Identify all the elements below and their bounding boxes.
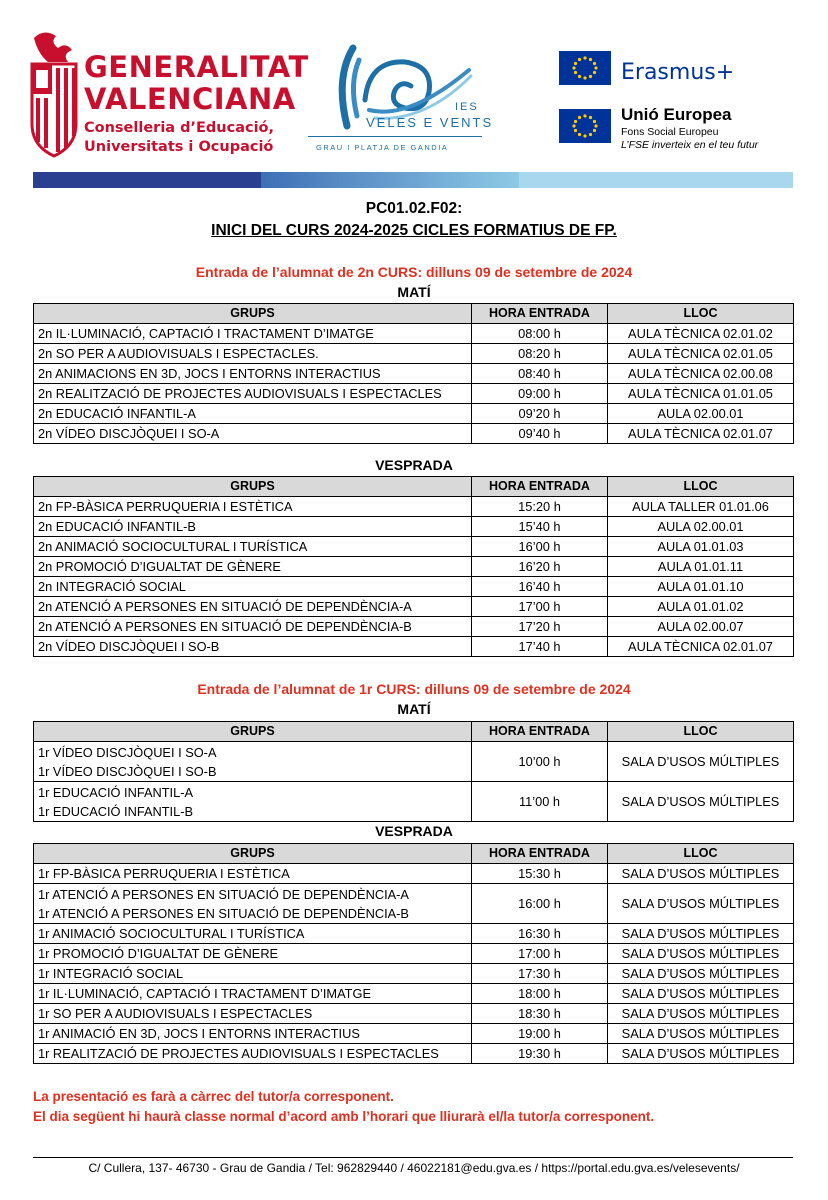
- ies-divider: [308, 136, 482, 137]
- ies-label: IES: [455, 101, 479, 113]
- table-row: [34, 637, 794, 657]
- table-header-row: [34, 477, 794, 497]
- note-next-day: El dia següent hi haurà classe normal d’acord amb l’horari que lliurarà el/la tutor/a corresponent.: [33, 1109, 655, 1124]
- table-row: [34, 964, 794, 984]
- note-presentation: La presentació es farà a càrrec del tutor/a corresponent.: [33, 1089, 394, 1104]
- group-cell: [34, 742, 472, 782]
- group-cell: 1r ANIMACIÓ EN 3D, JOCS I ENTORNS INTERACTIUS: [34, 1024, 472, 1044]
- gv-conselleria-line1: Conselleria d’Educació,: [84, 120, 275, 136]
- second-year-afternoon-table: [33, 476, 794, 657]
- group-line: 1r EDUCACIÓ INFANTIL-A: [38, 784, 194, 800]
- group-cell: 2n VÍDEO DISCJÒQUEI I SO-B: [34, 637, 472, 657]
- hour-cell: 19:30 h: [472, 1044, 608, 1064]
- table-header-row: [34, 844, 794, 864]
- table-row: [34, 1004, 794, 1024]
- place-cell: AULA 02.00.01: [608, 404, 794, 424]
- table-row: [34, 864, 794, 884]
- hour-cell: 15:20 h: [472, 497, 608, 517]
- place-cell: SALA D’USOS MÚLTIPLES: [608, 782, 794, 822]
- place-cell: SALA D’USOS MÚLTIPLES: [608, 742, 794, 782]
- place-cell: SALA D’USOS MÚLTIPLES: [608, 924, 794, 944]
- hour-cell: 18:00 h: [472, 984, 608, 1004]
- group-cell: 1r FP-BÀSICA PERRUQUERIA I ESTÈTICA: [34, 864, 472, 884]
- group-cell: 2n SO PER A AUDIOVISUALS I ESPECTACLES.: [34, 344, 472, 364]
- table-row: [34, 384, 794, 404]
- group-line: 1r VÍDEO DISCJÒQUEI I SO-B: [38, 763, 217, 779]
- ies-name: VELES E VENTS: [366, 115, 494, 130]
- col-groups: GRUPS: [34, 477, 472, 497]
- col-place: LLOC: [608, 304, 794, 324]
- second-year-morning-label: MATÍ: [397, 284, 431, 300]
- place-cell: AULA 02.00.01: [608, 517, 794, 537]
- ies-location: GRAU I PLATJA DE GANDIA: [316, 143, 449, 152]
- group-cell: 2n EDUCACIÓ INFANTIL-B: [34, 517, 472, 537]
- eu-stars-icon: [559, 109, 611, 143]
- hour-cell: 16’40 h: [472, 577, 608, 597]
- hour-cell: 16:00 h: [472, 884, 608, 924]
- hour-cell: 16’20 h: [472, 557, 608, 577]
- place-cell: AULA 01.01.11: [608, 557, 794, 577]
- group-cell: 2n ATENCIÓ A PERSONES EN SITUACIÓ DE DEPENDÈNCIA-A: [34, 597, 472, 617]
- table-row: [34, 984, 794, 1004]
- footer-divider: [33, 1157, 793, 1158]
- first-year-morning-label: MATÍ: [397, 701, 431, 717]
- group-cell: 2n REALITZACIÓ DE PROJECTES AUDIOVISUALS I ESPECTACLES: [34, 384, 472, 404]
- hour-cell: 15’40 h: [472, 517, 608, 537]
- table-row: [34, 577, 794, 597]
- group-cell: 2n ANIMACIONS EN 3D, JOCS I ENTORNS INTERACTIUS: [34, 364, 472, 384]
- col-place: LLOC: [608, 844, 794, 864]
- header-band-light: [519, 172, 793, 188]
- gv-title-line1: GENERALITAT: [84, 50, 309, 84]
- hour-cell: 08:20 h: [472, 344, 608, 364]
- second-year-afternoon-label: VESPRADA: [375, 457, 453, 473]
- col-groups: GRUPS: [34, 304, 472, 324]
- group-cell: 1r PROMOCIÓ D’IGUALTAT DE GÈNERE: [34, 944, 472, 964]
- erasmus-label: Erasmus+: [621, 60, 735, 85]
- group-cell: 1r IL·LUMINACIÓ, CAPTACIÓ I TRACTAMENT D’IMATGE: [34, 984, 472, 1004]
- header-band-dark: [33, 172, 261, 188]
- place-cell: SALA D’USOS MÚLTIPLES: [608, 984, 794, 1004]
- group-cell: 2n PROMOCIÓ D’IGUALTAT DE GÈNERE: [34, 557, 472, 577]
- table-header-row: [34, 722, 794, 742]
- hour-cell: 09’20 h: [472, 404, 608, 424]
- table-row: [34, 404, 794, 424]
- hour-cell: 08:00 h: [472, 324, 608, 344]
- place-cell: SALA D’USOS MÚLTIPLES: [608, 1004, 794, 1024]
- hour-cell: 17:00 h: [472, 944, 608, 964]
- ue-fund: Fons Social Europeu: [621, 126, 719, 138]
- group-line: 1r EDUCACIÓ INFANTIL-B: [38, 803, 194, 819]
- hour-cell: 15:30 h: [472, 864, 608, 884]
- col-place: LLOC: [608, 722, 794, 742]
- first-year-afternoon-table: [33, 843, 794, 1064]
- col-hour: HORA ENTRADA: [472, 304, 608, 324]
- place-cell: AULA TALLER 01.01.06: [608, 497, 794, 517]
- table-row: [34, 324, 794, 344]
- table-row: [34, 944, 794, 964]
- hour-cell: 16:30 h: [472, 924, 608, 944]
- group-cell: [34, 884, 472, 924]
- table-row: [34, 782, 794, 822]
- place-cell: AULA TÈCNICA 02.01.05: [608, 344, 794, 364]
- second-year-heading: Entrada de l’alumnat de 2n CURS: dilluns 09 de setembre de 2024: [195, 264, 633, 280]
- group-line: 1r ATENCIÓ A PERSONES EN SITUACIÓ DE DEPENDÈNCIA-A: [38, 886, 409, 902]
- group-cell: 2n VÍDEO DISCJÒQUEI I SO-A: [34, 424, 472, 444]
- first-year-heading: Entrada de l’alumnat de 1r CURS: dilluns 09 de setembre de 2024: [197, 681, 631, 697]
- col-groups: GRUPS: [34, 844, 472, 864]
- gv-shield-icon: [26, 28, 82, 160]
- hour-cell: 11’00 h: [472, 782, 608, 822]
- table-row: [34, 617, 794, 637]
- group-cell: 1r SO PER A AUDIOVISUALS I ESPECTACLES: [34, 1004, 472, 1024]
- hour-cell: 09’40 h: [472, 424, 608, 444]
- group-cell: 2n FP-BÀSICA PERRUQUERIA I ESTÈTICA: [34, 497, 472, 517]
- group-cell: 1r REALITZACIÓ DE PROJECTES AUDIOVISUALS I ESPECTACLES: [34, 1044, 472, 1064]
- ue-title: Unió Europea: [621, 105, 732, 124]
- hour-cell: 18:30 h: [472, 1004, 608, 1024]
- table-row: [34, 924, 794, 944]
- group-cell: 1r INTEGRACIÓ SOCIAL: [34, 964, 472, 984]
- gv-logo: [26, 28, 82, 160]
- doc-code: PC01.02.F02:: [365, 200, 463, 217]
- group-cell: 2n IL·LUMINACIÓ, CAPTACIÓ I TRACTAMENT D’IMATGE: [34, 324, 472, 344]
- second-year-morning-table: [33, 303, 794, 444]
- first-year-morning-table: [33, 721, 794, 822]
- hour-cell: 09:00 h: [472, 384, 608, 404]
- first-year-afternoon-label: VESPRADA: [375, 823, 453, 839]
- table-row: [34, 364, 794, 384]
- group-cell: 2n ANIMACIÓ SOCIOCULTURAL I TURÍSTICA: [34, 537, 472, 557]
- group-cell: 2n ATENCIÓ A PERSONES EN SITUACIÓ DE DEPENDÈNCIA-B: [34, 617, 472, 637]
- group-line: 1r ATENCIÓ A PERSONES EN SITUACIÓ DE DEPENDÈNCIA-B: [38, 905, 409, 921]
- hour-cell: 17:30 h: [472, 964, 608, 984]
- table-row: [34, 1044, 794, 1064]
- place-cell: AULA TÈCNICA 02.01.07: [608, 424, 794, 444]
- table-row: [34, 884, 794, 924]
- hour-cell: 19:00 h: [472, 1024, 608, 1044]
- place-cell: AULA TÈCNICA 01.01.05: [608, 384, 794, 404]
- eu-flag-fse-icon: [559, 109, 611, 143]
- col-hour: HORA ENTRADA: [472, 844, 608, 864]
- hour-cell: 17’00 h: [472, 597, 608, 617]
- footer-contact: C/ Cullera, 137- 46730 - Grau de Gandia / Tel: 962829440 / 46022181@edu.gva.es / https://portal.edu.gva.es/velesevents/: [88, 1161, 740, 1175]
- table-row: [34, 597, 794, 617]
- group-cell: 1r ANIMACIÓ SOCIOCULTURAL I TURÍSTICA: [34, 924, 472, 944]
- table-row: [34, 537, 794, 557]
- place-cell: AULA 02.00.07: [608, 617, 794, 637]
- table-row: [34, 497, 794, 517]
- wave-sail-icon: [305, 40, 485, 150]
- hour-cell: 17’20 h: [472, 617, 608, 637]
- hour-cell: 16’00 h: [472, 537, 608, 557]
- place-cell: AULA 01.01.02: [608, 597, 794, 617]
- col-place: LLOC: [608, 477, 794, 497]
- table-row: [34, 557, 794, 577]
- eu-flag-erasmus-icon: [559, 51, 611, 85]
- place-cell: SALA D’USOS MÚLTIPLES: [608, 944, 794, 964]
- place-cell: SALA D’USOS MÚLTIPLES: [608, 864, 794, 884]
- place-cell: AULA TÈCNICA 02.01.07: [608, 637, 794, 657]
- col-hour: HORA ENTRADA: [472, 477, 608, 497]
- place-cell: AULA 01.01.03: [608, 537, 794, 557]
- table-row: [34, 1024, 794, 1044]
- doc-title: INICI DEL CURS 2024-2025 CICLES FORMATIUS DE FP.: [211, 222, 617, 239]
- table-row: [34, 742, 794, 782]
- gv-title-line2: VALENCIANA: [84, 82, 296, 116]
- table-header-row: [34, 304, 794, 324]
- place-cell: SALA D’USOS MÚLTIPLES: [608, 964, 794, 984]
- hour-cell: 17’40 h: [472, 637, 608, 657]
- place-cell: AULA 01.01.10: [608, 577, 794, 597]
- place-cell: SALA D’USOS MÚLTIPLES: [608, 1024, 794, 1044]
- place-cell: SALA D’USOS MÚLTIPLES: [608, 884, 794, 924]
- col-hour: HORA ENTRADA: [472, 722, 608, 742]
- place-cell: SALA D’USOS MÚLTIPLES: [608, 1044, 794, 1064]
- ies-logo: [305, 40, 485, 160]
- group-cell: 2n INTEGRACIÓ SOCIAL: [34, 577, 472, 597]
- group-line: 1r VÍDEO DISCJÒQUEI I SO-A: [38, 744, 217, 760]
- hour-cell: 08:40 h: [472, 364, 608, 384]
- col-groups: GRUPS: [34, 722, 472, 742]
- gv-conselleria-line2: Universitats i Ocupació: [84, 139, 274, 155]
- eu-stars-icon: [559, 51, 611, 85]
- group-cell: 2n EDUCACIÓ INFANTIL-A: [34, 404, 472, 424]
- table-row: [34, 344, 794, 364]
- group-cell: [34, 782, 472, 822]
- place-cell: AULA TÈCNICA 02.01.02: [608, 324, 794, 344]
- table-row: [34, 517, 794, 537]
- table-row: [34, 424, 794, 444]
- place-cell: AULA TÈCNICA 02.00.08: [608, 364, 794, 384]
- ue-slogan: L’FSE inverteix en el teu futur: [621, 139, 759, 151]
- header-band-mid: [261, 172, 519, 188]
- hour-cell: 10’00 h: [472, 742, 608, 782]
